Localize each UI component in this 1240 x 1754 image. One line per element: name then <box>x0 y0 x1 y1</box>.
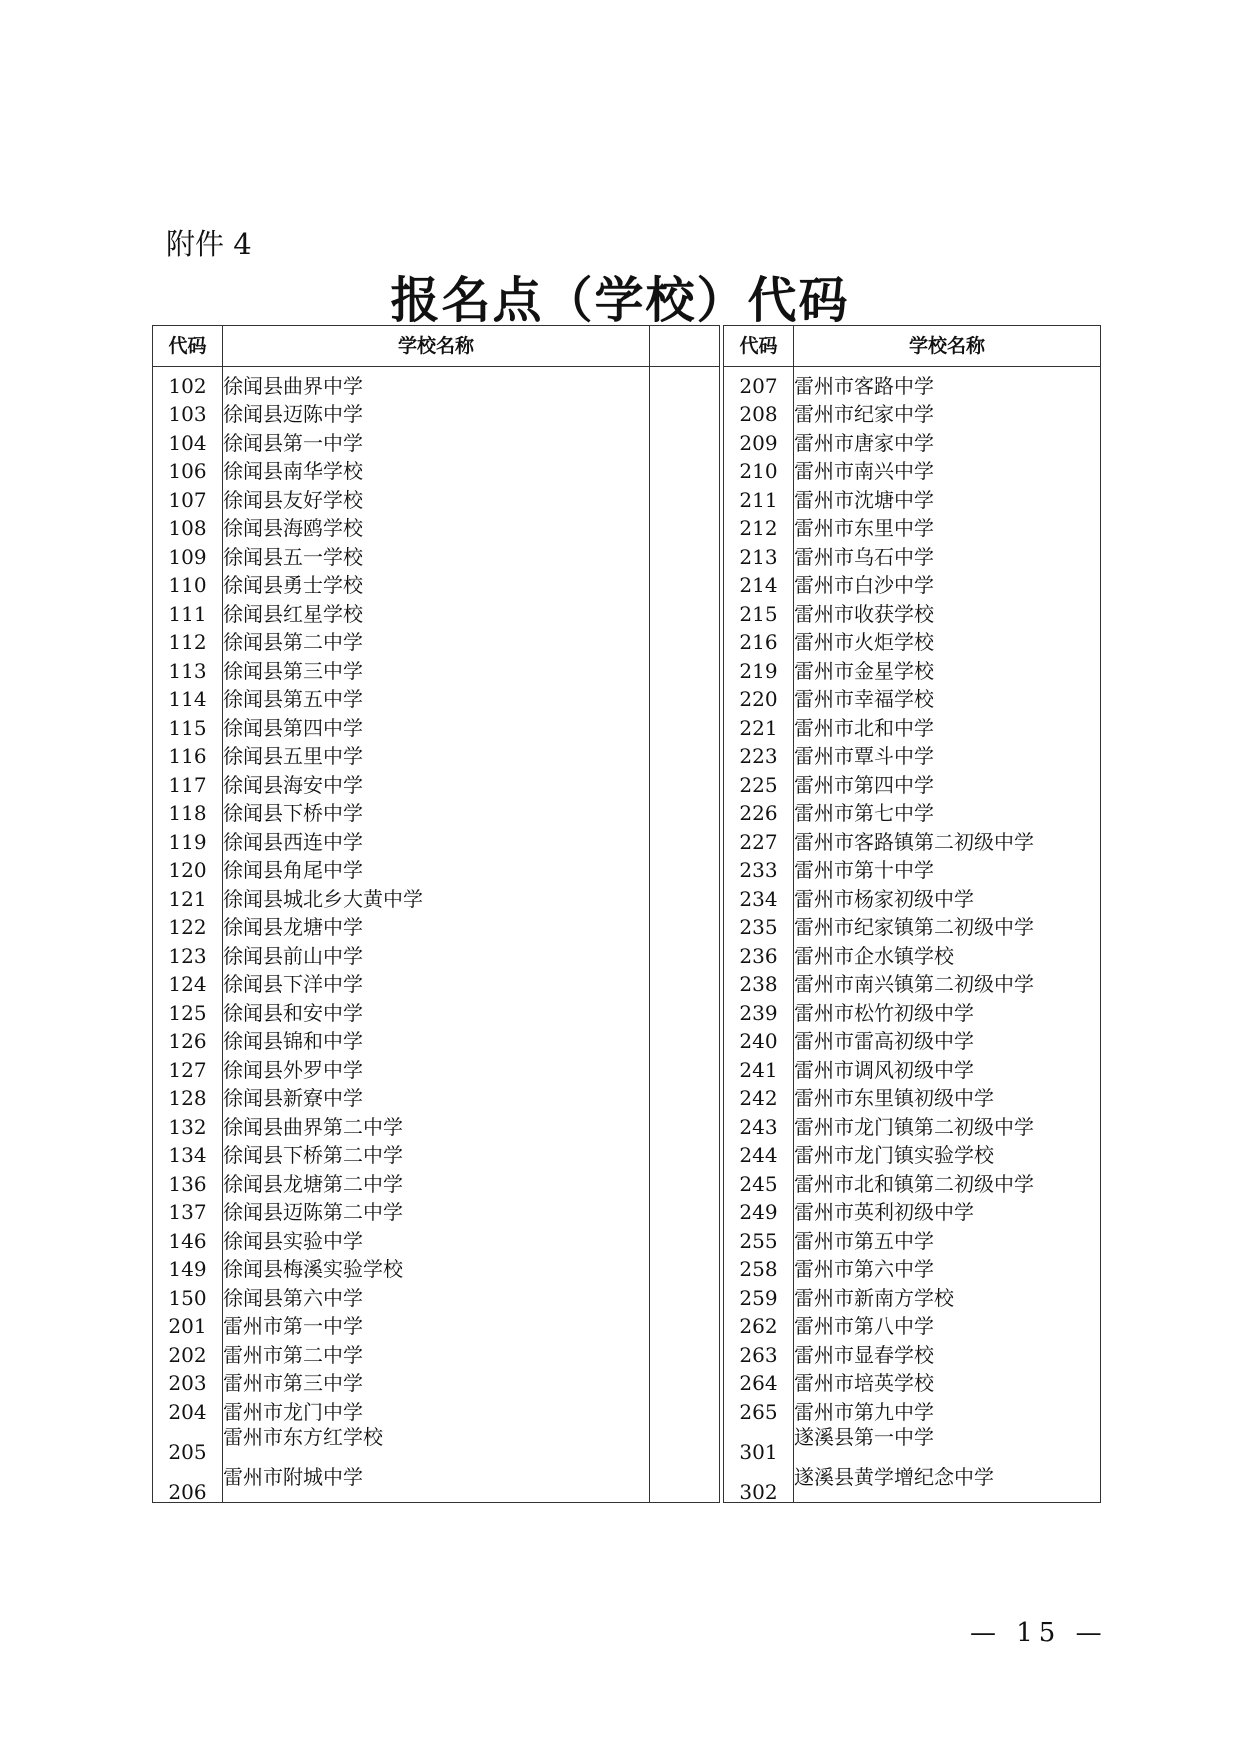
blank-cell <box>650 538 720 567</box>
table-row <box>153 766 1101 795</box>
table-row <box>153 1422 1101 1462</box>
school-code: 211 <box>724 481 794 510</box>
table-row <box>153 937 1101 966</box>
school-name: 徐闻县外罗中学 <box>223 1051 650 1080</box>
school-code: 249 <box>724 1194 794 1223</box>
school-name: 雷州市第十中学 <box>794 852 1101 881</box>
school-name: 雷州市幸福学校 <box>794 681 1101 710</box>
school-code: 125 <box>153 994 223 1023</box>
school-code: 210 <box>724 453 794 482</box>
school-name: 徐闻县曲界第二中学 <box>223 1108 650 1137</box>
school-code: 111 <box>153 595 223 624</box>
school-name: 徐闻县第一中学 <box>223 424 650 453</box>
school-name: 徐闻县第六中学 <box>223 1279 650 1308</box>
school-name: 徐闻县下桥第二中学 <box>223 1137 650 1166</box>
table-row <box>153 595 1101 624</box>
table-row <box>153 709 1101 738</box>
school-name: 徐闻县城北乡大黄中学 <box>223 880 650 909</box>
table-row <box>153 994 1101 1023</box>
school-code: 120 <box>153 852 223 881</box>
table-row <box>153 1308 1101 1337</box>
blank-cell <box>650 510 720 539</box>
school-code: 245 <box>724 1165 794 1194</box>
blank-cell <box>650 453 720 482</box>
school-code: 233 <box>724 852 794 881</box>
school-code: 240 <box>724 1023 794 1052</box>
table-row <box>153 1051 1101 1080</box>
blank-cell <box>650 1051 720 1080</box>
blank-cell <box>650 1137 720 1166</box>
school-code: 212 <box>724 510 794 539</box>
school-name: 雷州市白沙中学 <box>794 567 1101 596</box>
school-code: 226 <box>724 795 794 824</box>
table-row <box>153 795 1101 824</box>
school-code: 258 <box>724 1251 794 1280</box>
blank-cell <box>650 1023 720 1052</box>
page-title: 报名点（学校）代码 <box>390 271 850 329</box>
table-row <box>153 424 1101 453</box>
school-code: 132 <box>153 1108 223 1137</box>
school-name: 徐闻县迈陈中学 <box>223 396 650 425</box>
school-name: 遂溪县第一中学 <box>794 1422 1101 1462</box>
table-row <box>153 909 1101 938</box>
table-row <box>153 538 1101 567</box>
table-row <box>153 567 1101 596</box>
school-code: 114 <box>153 681 223 710</box>
school-name: 徐闻县第四中学 <box>223 709 650 738</box>
school-code: 136 <box>153 1165 223 1194</box>
table-row <box>153 1279 1101 1308</box>
school-name: 雷州市企水镇学校 <box>794 937 1101 966</box>
school-code: 259 <box>724 1279 794 1308</box>
table-row <box>153 1336 1101 1365</box>
school-name: 雷州市松竹初级中学 <box>794 994 1101 1023</box>
table-row <box>153 652 1101 681</box>
school-code: 255 <box>724 1222 794 1251</box>
school-code: 122 <box>153 909 223 938</box>
school-code: 238 <box>724 966 794 995</box>
school-name: 徐闻县龙塘第二中学 <box>223 1165 650 1194</box>
table-row <box>153 681 1101 710</box>
blank-cell <box>650 424 720 453</box>
school-name: 徐闻县红星学校 <box>223 595 650 624</box>
school-name: 雷州市英利初级中学 <box>794 1194 1101 1223</box>
school-name: 徐闻县锦和中学 <box>223 1023 650 1052</box>
blank-cell <box>650 1165 720 1194</box>
table-row <box>153 1393 1101 1422</box>
school-name: 徐闻县新寮中学 <box>223 1080 650 1109</box>
school-name: 雷州市龙门中学 <box>223 1393 650 1422</box>
school-code: 215 <box>724 595 794 624</box>
table-row <box>153 1462 1101 1503</box>
blank-cell <box>650 367 720 396</box>
table-row <box>153 510 1101 539</box>
code-header: 代码 <box>153 326 223 367</box>
school-code: 219 <box>724 652 794 681</box>
school-code: 243 <box>724 1108 794 1137</box>
school-name: 雷州市金星学校 <box>794 652 1101 681</box>
school-code: 220 <box>724 681 794 710</box>
school-code: 146 <box>153 1222 223 1251</box>
school-code: 123 <box>153 937 223 966</box>
school-name: 雷州市北和中学 <box>794 709 1101 738</box>
school-code: 121 <box>153 880 223 909</box>
school-code: 107 <box>153 481 223 510</box>
school-name: 雷州市客路镇第二初级中学 <box>794 823 1101 852</box>
school-code: 263 <box>724 1336 794 1365</box>
school-code: 213 <box>724 538 794 567</box>
school-code: 205 <box>153 1422 223 1462</box>
blank-cell <box>650 795 720 824</box>
school-name: 徐闻县下洋中学 <box>223 966 650 995</box>
school-name: 雷州市调风初级中学 <box>794 1051 1101 1080</box>
table-row <box>153 1365 1101 1394</box>
school-name: 雷州市唐家中学 <box>794 424 1101 453</box>
school-name: 徐闻县下桥中学 <box>223 795 650 824</box>
blank-cell <box>650 624 720 653</box>
school-code: 221 <box>724 709 794 738</box>
school-code: 203 <box>153 1365 223 1394</box>
table-row <box>153 1165 1101 1194</box>
school-code: 112 <box>153 624 223 653</box>
table-row <box>153 624 1101 653</box>
school-code: 209 <box>724 424 794 453</box>
school-name: 徐闻县海鸥学校 <box>223 510 650 539</box>
school-name: 雷州市火炬学校 <box>794 624 1101 653</box>
table-row <box>153 1194 1101 1223</box>
blank-cell <box>650 1080 720 1109</box>
school-code: 206 <box>153 1462 223 1503</box>
school-name: 徐闻县五里中学 <box>223 738 650 767</box>
blank-cell <box>650 1222 720 1251</box>
blank-cell <box>650 1194 720 1223</box>
school-name: 雷州市附城中学 <box>223 1462 650 1503</box>
table-row <box>153 453 1101 482</box>
school-name: 徐闻县第五中学 <box>223 681 650 710</box>
blank-cell <box>650 567 720 596</box>
school-name: 徐闻县五一学校 <box>223 538 650 567</box>
blank-cell <box>650 396 720 425</box>
school-name: 雷州市第四中学 <box>794 766 1101 795</box>
school-code: 106 <box>153 453 223 482</box>
school-name: 雷州市北和镇第二初级中学 <box>794 1165 1101 1194</box>
school-name: 雷州市纪家镇第二初级中学 <box>794 909 1101 938</box>
school-name: 徐闻县海安中学 <box>223 766 650 795</box>
school-name: 雷州市东里镇初级中学 <box>794 1080 1101 1109</box>
blank-cell <box>650 1108 720 1137</box>
school-name: 雷州市沈塘中学 <box>794 481 1101 510</box>
school-code: 235 <box>724 909 794 938</box>
school-name: 雷州市龙门镇第二初级中学 <box>794 1108 1101 1137</box>
school-name: 雷州市龙门镇实验学校 <box>794 1137 1101 1166</box>
blank-cell <box>650 738 720 767</box>
school-code: 207 <box>724 367 794 396</box>
school-name: 徐闻县迈陈第二中学 <box>223 1194 650 1223</box>
blank-cell <box>650 1336 720 1365</box>
table-row <box>153 396 1101 425</box>
table-body <box>153 367 1101 1503</box>
school-name: 遂溪县黄学增纪念中学 <box>794 1462 1101 1503</box>
school-name: 雷州市收获学校 <box>794 595 1101 624</box>
school-name: 徐闻县南华学校 <box>223 453 650 482</box>
school-code: 150 <box>153 1279 223 1308</box>
school-name: 雷州市雷高初级中学 <box>794 1023 1101 1052</box>
school-code: 225 <box>724 766 794 795</box>
table-row <box>153 1251 1101 1280</box>
school-code: 118 <box>153 795 223 824</box>
school-name: 徐闻县梅溪实验学校 <box>223 1251 650 1280</box>
blank-cell <box>650 595 720 624</box>
school-name: 雷州市第九中学 <box>794 1393 1101 1422</box>
school-code: 119 <box>153 823 223 852</box>
school-code: 103 <box>153 396 223 425</box>
school-name: 雷州市第三中学 <box>223 1365 650 1394</box>
school-code: 234 <box>724 880 794 909</box>
school-code: 301 <box>724 1422 794 1462</box>
page-number: — 15 — <box>970 1618 1108 1648</box>
school-code: 104 <box>153 424 223 453</box>
blank-cell <box>650 966 720 995</box>
code-header: 代码 <box>724 326 794 367</box>
school-name: 徐闻县曲界中学 <box>223 367 650 396</box>
school-code: 113 <box>153 652 223 681</box>
school-name: 徐闻县第三中学 <box>223 652 650 681</box>
blank-cell <box>650 852 720 881</box>
blank-header <box>650 326 720 367</box>
school-code: 126 <box>153 1023 223 1052</box>
school-code: 128 <box>153 1080 223 1109</box>
table-header-row <box>153 326 1101 367</box>
school-name: 徐闻县友好学校 <box>223 481 650 510</box>
blank-cell <box>650 652 720 681</box>
school-name: 雷州市显春学校 <box>794 1336 1101 1365</box>
table-row <box>153 1023 1101 1052</box>
school-name: 雷州市新南方学校 <box>794 1279 1101 1308</box>
school-code: 208 <box>724 396 794 425</box>
school-code: 149 <box>153 1251 223 1280</box>
blank-cell <box>650 1462 720 1503</box>
blank-cell <box>650 1308 720 1337</box>
school-code: 223 <box>724 738 794 767</box>
table-row <box>153 367 1101 396</box>
blank-cell <box>650 909 720 938</box>
school-name: 雷州市第八中学 <box>794 1308 1101 1337</box>
school-name: 雷州市东里中学 <box>794 510 1101 539</box>
table-row <box>153 481 1101 510</box>
table-row <box>153 852 1101 881</box>
school-name: 徐闻县角尾中学 <box>223 852 650 881</box>
school-code: 108 <box>153 510 223 539</box>
school-name: 雷州市东方红学校 <box>223 1422 650 1462</box>
school-code: 127 <box>153 1051 223 1080</box>
blank-cell <box>650 1393 720 1422</box>
school-name: 徐闻县龙塘中学 <box>223 909 650 938</box>
school-name: 雷州市杨家初级中学 <box>794 880 1101 909</box>
blank-cell <box>650 766 720 795</box>
school-name: 徐闻县和安中学 <box>223 994 650 1023</box>
school-code: 116 <box>153 738 223 767</box>
blank-cell <box>650 1422 720 1462</box>
table-row <box>153 1080 1101 1109</box>
school-code: 201 <box>153 1308 223 1337</box>
blank-cell <box>650 880 720 909</box>
school-code: 265 <box>724 1393 794 1422</box>
school-code: 216 <box>724 624 794 653</box>
table-row <box>153 1222 1101 1251</box>
table-row <box>153 966 1101 995</box>
school-code: 102 <box>153 367 223 396</box>
school-name: 雷州市第六中学 <box>794 1251 1101 1280</box>
table-row <box>153 1108 1101 1137</box>
school-code: 239 <box>724 994 794 1023</box>
blank-cell <box>650 1279 720 1308</box>
name-header: 学校名称 <box>794 326 1101 367</box>
school-code: 109 <box>153 538 223 567</box>
blank-cell <box>650 823 720 852</box>
school-code: 110 <box>153 567 223 596</box>
school-code: 204 <box>153 1393 223 1422</box>
blank-cell <box>650 481 720 510</box>
blank-cell <box>650 709 720 738</box>
name-header: 学校名称 <box>223 326 650 367</box>
school-name: 雷州市客路中学 <box>794 367 1101 396</box>
school-code: 241 <box>724 1051 794 1080</box>
school-code: 236 <box>724 937 794 966</box>
school-code: 244 <box>724 1137 794 1166</box>
school-name: 徐闻县第二中学 <box>223 624 650 653</box>
school-name: 雷州市南兴中学 <box>794 453 1101 482</box>
school-code: 134 <box>153 1137 223 1166</box>
attachment-label: 附件 4 <box>166 227 252 261</box>
table-row <box>153 1137 1101 1166</box>
school-code: 302 <box>724 1462 794 1503</box>
school-code: 214 <box>724 567 794 596</box>
school-code: 264 <box>724 1365 794 1394</box>
blank-cell <box>650 681 720 710</box>
school-name: 雷州市纪家中学 <box>794 396 1101 425</box>
school-name: 雷州市第二中学 <box>223 1336 650 1365</box>
school-code-table <box>152 325 1101 1503</box>
school-name: 雷州市第七中学 <box>794 795 1101 824</box>
school-code: 202 <box>153 1336 223 1365</box>
school-name: 雷州市第一中学 <box>223 1308 650 1337</box>
school-code: 242 <box>724 1080 794 1109</box>
school-code: 115 <box>153 709 223 738</box>
blank-cell <box>650 994 720 1023</box>
blank-cell <box>650 1251 720 1280</box>
school-name: 徐闻县勇士学校 <box>223 567 650 596</box>
school-code: 124 <box>153 966 223 995</box>
school-name: 徐闻县实验中学 <box>223 1222 650 1251</box>
table-row <box>153 823 1101 852</box>
school-name: 雷州市南兴镇第二初级中学 <box>794 966 1101 995</box>
school-name: 徐闻县前山中学 <box>223 937 650 966</box>
school-name: 雷州市覃斗中学 <box>794 738 1101 767</box>
blank-cell <box>650 1365 720 1394</box>
school-name: 雷州市培英学校 <box>794 1365 1101 1394</box>
school-code: 117 <box>153 766 223 795</box>
school-code: 137 <box>153 1194 223 1223</box>
school-name: 雷州市第五中学 <box>794 1222 1101 1251</box>
blank-cell <box>650 937 720 966</box>
table-row <box>153 880 1101 909</box>
table-row <box>153 738 1101 767</box>
school-code: 227 <box>724 823 794 852</box>
school-code: 262 <box>724 1308 794 1337</box>
school-name: 徐闻县西连中学 <box>223 823 650 852</box>
school-name: 雷州市乌石中学 <box>794 538 1101 567</box>
